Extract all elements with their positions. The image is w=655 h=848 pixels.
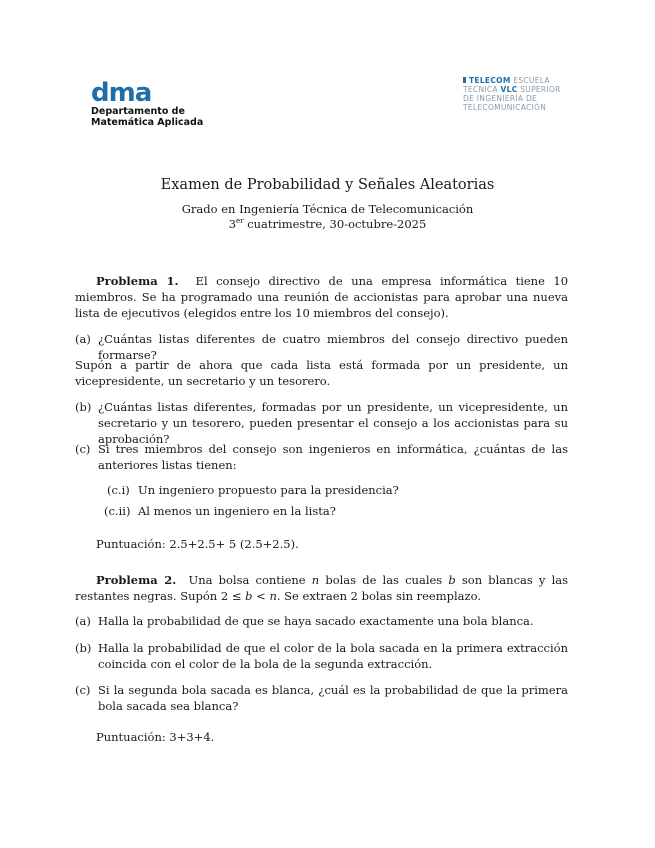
problem2-item-b bbox=[75, 640, 568, 672]
var-n: n bbox=[269, 589, 277, 603]
problem1-item-ci bbox=[107, 482, 567, 498]
item-label: (a) bbox=[75, 614, 91, 628]
item-label: (c) bbox=[75, 442, 91, 456]
item-label: (c.ii) bbox=[104, 504, 131, 518]
dma-logo-line2: Matemática Aplicada bbox=[91, 117, 204, 128]
exam-date: 3er cuatrimestre, 30-octubre-2025 bbox=[228, 217, 427, 231]
problem2-score: Puntuación: 3+3+4. bbox=[96, 730, 215, 744]
problem1-item-c bbox=[75, 441, 568, 473]
exam-subtitle: Grado en Ingeniería Técnica de Telecomunicación bbox=[181, 202, 474, 216]
var-n: n bbox=[311, 573, 320, 587]
item-text: Un ingeniero propuesto para la presidencia? bbox=[138, 483, 399, 497]
telecom-logo-row4: TELECOMUNICACIÓN bbox=[463, 103, 547, 112]
telecom-bar-icon bbox=[463, 77, 466, 83]
item-text: ¿Cuántas listas diferentes de cuatro miembros del consejo directivo pueden formarse? bbox=[98, 332, 568, 362]
item-text: Halla la probabilidad de que se haya sacado exactamente una bola blanca. bbox=[98, 614, 534, 628]
problem1-item-cii bbox=[104, 503, 567, 519]
problem1-score: Puntuación: 2.5+2.5+ 5 (2.5+2.5). bbox=[96, 537, 299, 551]
problem1-note: Supón a partir de ahora que cada lista está formada por un presidente, un vicepresidente, un secretario y un tesorero. bbox=[75, 358, 568, 388]
item-label: (b) bbox=[75, 400, 92, 414]
telecom-logo-row3: DE INGENIERÍA DE bbox=[463, 94, 538, 103]
dma-logo-mark: dma bbox=[91, 78, 152, 108]
item-text: Si tres miembros del consejo son ingenieros en informática, ¿cuántas de las anteriores listas tienen: bbox=[98, 442, 568, 472]
var-b: b bbox=[245, 589, 253, 603]
item-text: Halla la probabilidad de que el color de la bola sacada en la primera extracción coincida con el color de la bola de la segunda extracción. bbox=[98, 641, 568, 671]
var-b: b bbox=[448, 573, 456, 587]
item-text: ¿Cuántas listas diferentes, formadas por un presidente, un vicepresidente, un secretario y un tesorero, pueden presentar el consejo a los accionistas para su aprobación? bbox=[98, 400, 568, 446]
telecom-logo bbox=[463, 76, 603, 112]
problem2-item-c bbox=[75, 682, 568, 714]
item-text: Al menos un ingeniero en la lista? bbox=[138, 504, 336, 518]
problem1-item-b bbox=[75, 399, 568, 446]
item-label: (a) bbox=[75, 332, 91, 346]
exam-title: Examen de Probabilidad y Señales Aleatorias bbox=[160, 177, 495, 193]
dma-logo-line1: Departamento de bbox=[91, 106, 185, 117]
problem1-intro: Problema 1. El consejo directivo de una empresa informática tiene 10 miembros. Se ha programado una reunión de accionistas para aprobar una nueva lista de ejecutivos (elegidos entre los 10 miembros del consejo). bbox=[75, 274, 569, 320]
telecom-logo-row1: TELECOM ESCUELA bbox=[463, 76, 603, 85]
item-label: (c) bbox=[75, 683, 91, 697]
item-label: (c.i) bbox=[107, 483, 130, 497]
dma-logo bbox=[91, 80, 251, 128]
problem2-intro: Problema 2. Una bolsa contiene n bolas de las cuales b son blancas y las restantes negras. Supón 2 ≤ b < n. Se extraen 2 bolas sin reemplazo. bbox=[75, 573, 569, 603]
problem1-item-a bbox=[75, 331, 568, 362]
problem2-item-a bbox=[75, 613, 568, 629]
item-text: Si la segunda bola sacada es blanca, ¿cuál es la probabilidad de que la primera bola sacada sea blanca? bbox=[98, 683, 568, 713]
problem2-heading: Problema 2. bbox=[96, 573, 177, 587]
telecom-logo-row2: TÉCNICA VLC SUPERIOR bbox=[463, 85, 561, 94]
item-label: (b) bbox=[75, 641, 92, 655]
problem1-heading: Problema 1. bbox=[96, 274, 179, 288]
